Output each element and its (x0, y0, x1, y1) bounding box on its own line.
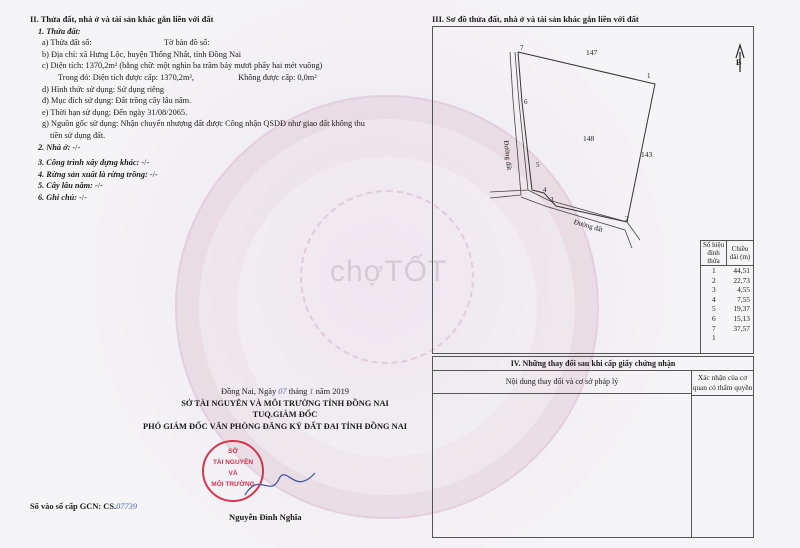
planted-forest-value: -/- (149, 169, 158, 179)
issuing-org: SỞ TÀI NGUYÊN VÀ MÔI TRƯỜNG TỈNH ĐỒNG NAI (181, 398, 389, 408)
land-parcel-heading: 1. Thửa đất: (38, 26, 81, 36)
other-construction-label: 3. Công trình xây dựng khác: (38, 158, 140, 168)
date-month: 1 (309, 387, 314, 396)
road-label-bottom: Đường đất (572, 218, 604, 234)
changes-content-header: Nội dung thay đổi và cơ sở pháp lý (433, 371, 692, 394)
usage-origin-row-2: tiền sử dụng đất. (50, 130, 106, 140)
seal-text: VÀ (228, 470, 238, 477)
vertex-id: 4 (711, 294, 716, 304)
vertex-id: 7 (711, 323, 716, 333)
edge-lengths-table (700, 240, 753, 353)
area-granted: Trong đó: Diện tích được cấp: 1370,2m², (58, 72, 194, 82)
table-row (701, 266, 753, 276)
registration-number (30, 502, 137, 511)
house-label: 2. Nhà ở: (38, 142, 71, 152)
vertex-4: 4 (543, 186, 547, 194)
site-watermark: chợTỐT (330, 255, 448, 288)
house-row (30, 142, 420, 154)
issue-date (120, 386, 450, 398)
area-row: c) Diện tích: 1370,2m² (bằng chữ: một nghìn ba trăm bảy mươi phẩy hai mét vuông) (42, 61, 323, 71)
column-divider (691, 393, 692, 537)
area-not-granted: Không được cấp: 0,0m² (238, 72, 317, 82)
planted-forest-label: 4. Rừng sản xuất là rừng trồng: (38, 169, 148, 179)
perennial-tree-label: 5. Cây lâu năm: (38, 181, 93, 191)
usage-form-row: d) Hình thức sử dụng: Sử dụng riêng (42, 84, 165, 94)
address-row: b) Địa chỉ: xã Hưng Lộc, huyện Thống Nhất, tỉnh Đồng Nai (42, 49, 242, 59)
seal-text: TÀI NGUYÊN (212, 459, 254, 466)
changes-approval-header: Xác nhận của cơ quan có thẩm quyền (692, 371, 753, 396)
edge-length: 15,13 (733, 313, 750, 323)
table-row (701, 333, 753, 343)
registration-value: 07739 (116, 502, 138, 511)
vertex-id: 2 (711, 275, 716, 285)
edge-length: 37,57 (733, 323, 750, 333)
signer-name: Nguyễn Đình Nghĩa (229, 512, 302, 522)
notes-row (30, 192, 420, 204)
vertex-6: 6 (524, 98, 528, 106)
section-iii-title: III. Sơ đồ thửa đất, nhà ở và tài sản khác gắn liền với đất (432, 14, 639, 24)
vertex-2: 2 (625, 215, 629, 223)
signature-block (120, 386, 450, 432)
notes-label: 6. Ghi chú: (38, 192, 77, 202)
parcel-number-label: a) Thửa đất số: (42, 38, 92, 48)
edge-length (727, 333, 753, 343)
house-value: -/- (72, 142, 81, 152)
other-construction-row (30, 157, 420, 169)
edge-length: 7,55 (737, 294, 750, 304)
vertex-3: 3 (550, 196, 554, 204)
length-header: Chiều dài (m) (727, 241, 753, 266)
registration-label: Số vào sổ cấp GCN: CS. (30, 502, 117, 511)
section-iv-title: IV. Những thay đổi sau khi cấp giấy chứng nhận (433, 357, 753, 371)
vertex-1: 1 (647, 72, 651, 80)
changes-table (432, 356, 754, 538)
edge-length: 44,51 (733, 266, 750, 275)
table-row (701, 276, 753, 286)
planted-forest-row (30, 169, 420, 181)
edge-length: 4,55 (737, 285, 750, 295)
section-ii-title: II. Thửa đất, nhà ở và tài sản khác gắn liền với đất (30, 14, 214, 24)
notes-value: -/- (79, 192, 87, 202)
seal-text: MÔI TRƯỜNG (211, 481, 255, 488)
signer-role: PHÓ GIÁM ĐỐC VĂN PHÒNG ĐĂNG KÝ ĐẤT ĐAI TỈNH ĐỒNG NAI (142, 421, 408, 431)
vertex-id: 6 (711, 313, 716, 323)
edge-length: 22,73 (733, 275, 750, 285)
table-row (701, 295, 753, 305)
date-month-prefix: tháng (288, 387, 308, 396)
road-label-left: Đường đất (502, 140, 514, 171)
parcel-number-row (30, 37, 420, 49)
usage-origin-row: g) Nguồn gốc sử dụng: Nhận chuyển nhượng đất được Công nhận QSDĐ như giao đất không thu (42, 119, 365, 129)
parcel-label-147: 147 (586, 48, 598, 57)
vertex-7: 7 (520, 44, 524, 52)
usage-term-row: e) Thời hạn sử dụng: Đến ngày 31/08/2065. (42, 107, 188, 117)
table-row (701, 314, 753, 324)
north-label: B (736, 58, 742, 67)
vertex-id: 1 (711, 266, 716, 275)
area-granted-row (30, 72, 420, 84)
vertex-id: 1 (711, 333, 716, 343)
perennial-tree-row (30, 180, 420, 192)
vertex-header: Số hiệu đỉnh thửa (701, 241, 727, 266)
land-info-section (30, 14, 420, 204)
perennial-tree-value: -/- (94, 181, 103, 191)
table-row (701, 285, 753, 295)
signature-icon (240, 465, 320, 505)
seal-text: SỞ (228, 448, 238, 455)
other-construction-value: -/- (141, 158, 150, 168)
vertex-id: 3 (711, 285, 716, 295)
edge-length: 19,37 (733, 304, 750, 314)
date-day: 07 (278, 387, 287, 396)
vertex-5: 5 (536, 161, 540, 169)
parcel-label-143: 143 (641, 150, 653, 159)
date-year: năm 2019 (315, 387, 349, 396)
table-row (701, 324, 753, 334)
table-row (701, 304, 753, 314)
usage-purpose-row: đ) Mục đích sử dụng: Đất trồng cây lâu năm. (42, 96, 192, 106)
parcel-label-148: 148 (583, 134, 595, 143)
delegated-authority: TUQ.GIÁM ĐỐC (252, 410, 318, 419)
date-prefix: Đồng Nai, Ngày (221, 387, 277, 396)
vertex-id: 5 (711, 304, 716, 314)
map-sheet-label: Tờ bản đồ số: (163, 38, 210, 48)
